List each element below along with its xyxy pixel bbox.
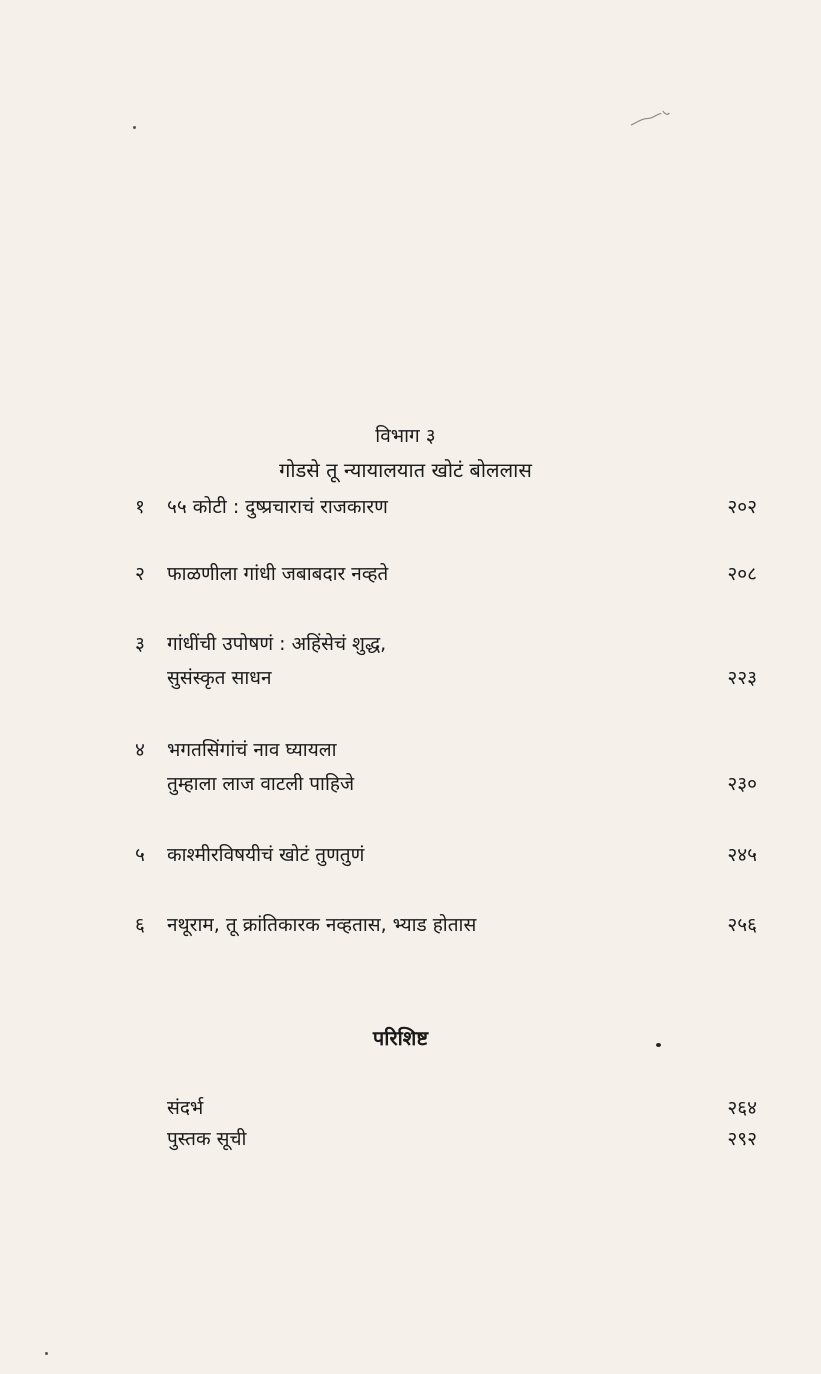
appendix-item <box>167 1093 757 1123</box>
toc-entry-title <box>167 490 687 524</box>
toc-entry-number: ५ <box>135 844 145 866</box>
toc-entry-title-line: नथूराम, तू क्रांतिकारक नव्हतास, भ्याड होतास <box>167 914 477 936</box>
toc-entry <box>135 838 757 872</box>
section-label: विभाग ३ <box>375 425 436 447</box>
paper-speck <box>133 126 136 129</box>
toc-entry-title <box>167 627 687 695</box>
appendix-item-page: २६४ <box>727 1097 757 1119</box>
toc-entry-title-line: काश्मीरविषयीचं खोटं तुणतुणं <box>167 844 365 866</box>
toc-entry-title-line: तुम्हाला लाज वाटली पाहिजे <box>167 773 355 795</box>
toc-entry-number: ६ <box>135 914 145 936</box>
toc-entry-title-line: सुसंस्कृत साधन <box>167 667 272 689</box>
toc-entry-page: २३० <box>727 773 757 795</box>
toc-entry-title <box>167 838 687 872</box>
appendix-item-label: संदर्भ <box>167 1097 204 1119</box>
toc-entry-title-line: गांधींची उपोषणं : अहिंसेचं शुद्ध, <box>167 633 387 655</box>
toc-entry-number: ३ <box>135 633 145 655</box>
toc-entry <box>135 908 757 942</box>
toc-entry-page: २०२ <box>727 496 757 518</box>
toc-entry-number: ४ <box>135 739 145 761</box>
toc-entry <box>135 490 757 524</box>
toc-entry-number: २ <box>135 563 145 585</box>
appendix-title: परिशिष्ट <box>372 1026 429 1050</box>
paper-speck <box>656 1043 661 1047</box>
pencil-mark <box>627 108 673 129</box>
toc-entry-page: २०८ <box>727 563 757 585</box>
toc-entry-title-line: भगतसिंगांचं नाव घ्यायला <box>167 739 337 761</box>
toc-entry <box>135 627 757 697</box>
toc-entry-title <box>167 733 687 801</box>
appendix-item-page: २९२ <box>727 1128 757 1150</box>
toc-entry-title-line: फाळणीला गांधी जबाबदार नव्हते <box>167 563 389 585</box>
toc-entry <box>135 733 757 803</box>
toc-entry-page: २५६ <box>727 914 757 936</box>
section-title: गोडसे तू न्यायालयात खोटं बोललास <box>279 458 532 482</box>
toc-entry <box>135 557 757 591</box>
toc-entry-title <box>167 908 687 942</box>
appendix-item <box>167 1124 757 1154</box>
toc-entry-title-line: ५५ कोटी : दुष्प्रचाराचं राजकारण <box>167 496 388 518</box>
paper-speck <box>45 1352 48 1355</box>
appendix-item-label: पुस्तक सूची <box>167 1128 247 1150</box>
toc-entry-page: २४५ <box>727 844 757 866</box>
toc-entry-title <box>167 557 687 591</box>
toc-entry-number: १ <box>135 496 145 518</box>
toc-entry-page: २२३ <box>727 667 757 689</box>
